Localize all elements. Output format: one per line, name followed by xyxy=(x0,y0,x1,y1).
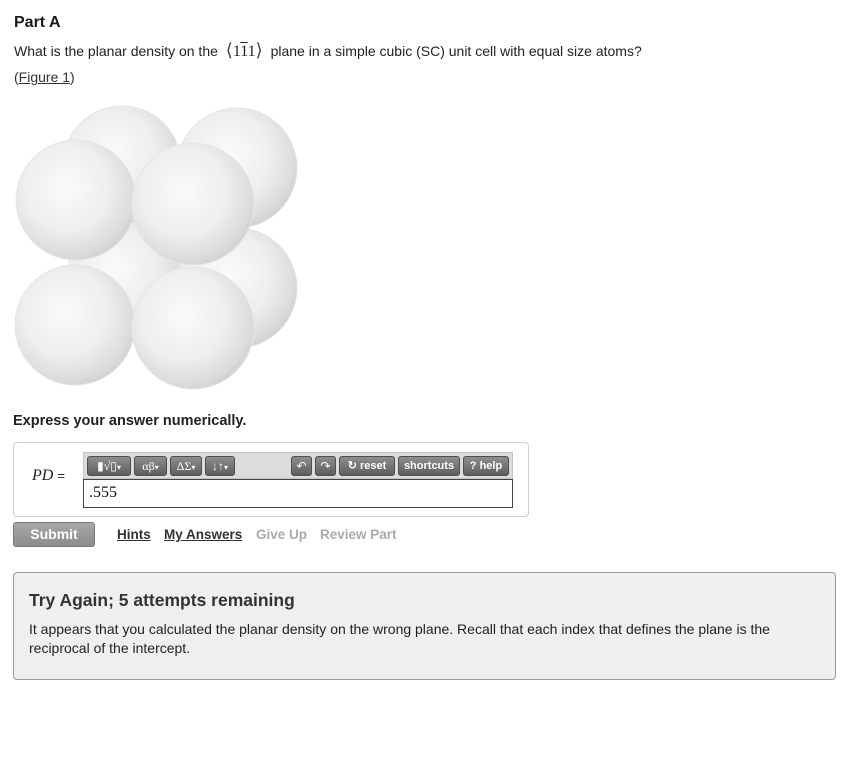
figure-open-paren: ( xyxy=(14,69,19,85)
review-part-link[interactable]: Review Part xyxy=(320,527,397,542)
atom-sphere xyxy=(132,267,254,389)
shortcuts-button[interactable] xyxy=(398,456,460,476)
atom-sphere xyxy=(16,140,136,260)
plane-open-bracket: ⟨ xyxy=(225,40,233,60)
part-title: Part A xyxy=(14,14,61,31)
arrows-label: ↓↑ xyxy=(211,459,224,473)
answer-input[interactable]: .555 xyxy=(83,479,513,508)
my-answers-link[interactable]: My Answers xyxy=(164,527,243,542)
feedback-title: Try Again; 5 attempts remaining xyxy=(29,590,295,610)
greek-letters-button[interactable]: αβ▾ xyxy=(134,456,167,476)
hints-link[interactable]: Hints xyxy=(117,527,151,542)
answer-variable: PD xyxy=(32,467,54,484)
answer-instruction: Express your answer numerically. xyxy=(13,413,247,429)
greek-label: αβ xyxy=(142,459,155,473)
equals-sign: = xyxy=(57,468,65,483)
plane-index-k: 1 xyxy=(240,43,248,60)
symbols-button[interactable]: ΔΣ▾ xyxy=(170,456,202,476)
atom-sphere xyxy=(15,265,135,385)
question-suffix: plane in a simple cubic (SC) unit cell with equal size atoms? xyxy=(270,43,642,59)
question-prefix: What is the planar density on the xyxy=(14,43,218,59)
templates-label: ▮√▯ xyxy=(97,459,117,473)
sc-unit-cell-figure xyxy=(8,100,308,395)
help-icon: ? xyxy=(469,460,477,472)
symbols-label: ΔΣ xyxy=(176,459,192,473)
plane-index-h: 1 xyxy=(232,43,241,60)
figure-reference xyxy=(14,69,75,85)
templates-button[interactable]: ▮√▯▾ xyxy=(87,456,131,476)
reset-label: reset xyxy=(359,460,387,472)
redo-icon[interactable]: ↷ xyxy=(315,456,336,476)
plane-index-l: 1 xyxy=(247,43,256,60)
reset-button[interactable] xyxy=(339,456,395,476)
answer-label xyxy=(32,467,65,485)
math-toolbar xyxy=(83,452,513,479)
reset-icon: ↻ xyxy=(347,460,357,472)
help-button[interactable] xyxy=(463,456,509,476)
figure-close-paren: ) xyxy=(70,69,75,85)
shortcuts-label: shortcuts xyxy=(403,460,455,472)
give-up-link[interactable]: Give Up xyxy=(256,527,308,542)
feedback-message: It appears that you calculated the planar density on the wrong plane. Recall that each index that defines the plane is the reciprocal of the intercept. xyxy=(29,621,770,656)
figure-1-link[interactable]: Figure 1 xyxy=(18,69,71,85)
arrows-button[interactable]: ↓↑▾ xyxy=(205,456,235,476)
atom-sphere xyxy=(132,143,254,265)
plane-notation xyxy=(225,40,263,60)
plane-close-bracket: ⟩ xyxy=(255,40,263,60)
undo-icon[interactable]: ↶ xyxy=(291,456,312,476)
question-text xyxy=(14,40,642,61)
help-label: help xyxy=(479,460,503,472)
submit-button[interactable]: Submit xyxy=(13,522,95,547)
